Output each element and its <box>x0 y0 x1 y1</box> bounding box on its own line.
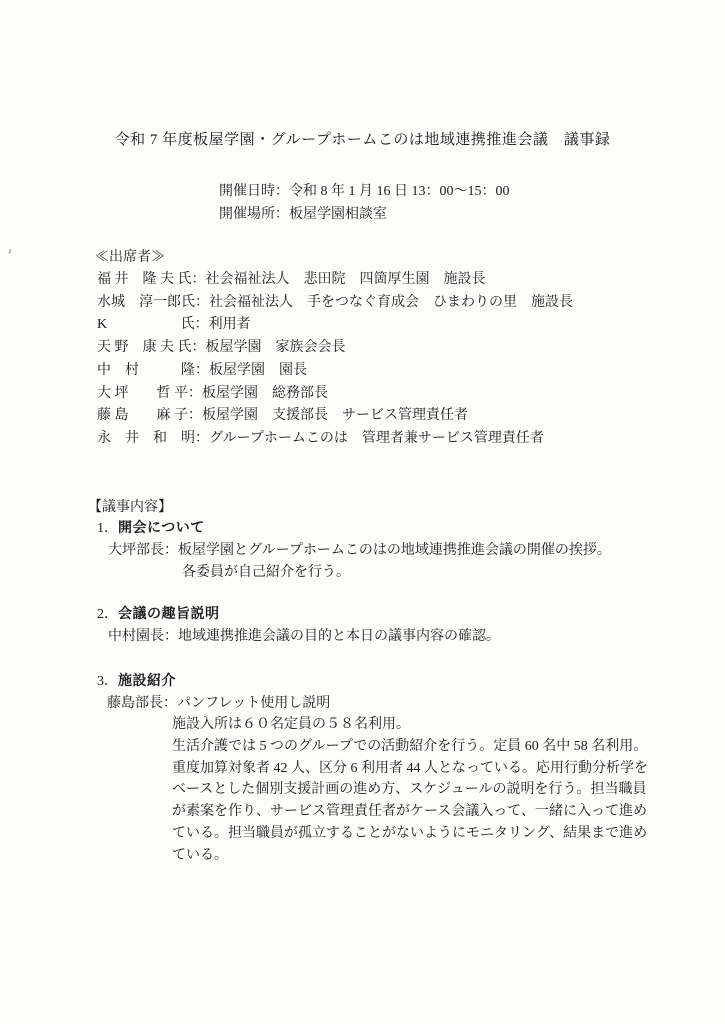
section-3-body-line: 施設入所は６０名定員の５８名利用。 <box>172 717 410 732</box>
agenda-heading: 【議事内容】 <box>88 500 172 515</box>
attendee-row: 福 井 隆 夫 氏：社会福祉法人 悲田院 四箇厚生園 施設長 <box>97 272 486 287</box>
section-1-continuation: 各委員が自己紹介を行う。 <box>182 565 350 580</box>
attendee-row: 永 井 和 明：グループホームこのは 管理者兼サービス管理責任者 <box>97 430 544 446</box>
attendee-row: 大 坪 哲 平：板屋学園 総務部長 <box>97 385 328 401</box>
meeting-location: 開催場所：板屋学園相談室 <box>219 207 387 222</box>
section-3-body-line: ている。担当職員が孤立することがないようにモニタリング、結果まで進め <box>172 825 648 841</box>
attendee-list <box>97 269 573 451</box>
section-1-number: 1． <box>97 521 118 536</box>
section-3-body <box>172 714 648 867</box>
attendees-heading: ≪出席者≫ <box>95 250 165 265</box>
section-1-label: 開会について <box>118 519 205 535</box>
attendee-row: 水城 淳一郎氏：社会福祉法人 手をつなぐ育成会 ひまわりの里 施設長 <box>97 294 573 310</box>
section-3-body-line: ている。 <box>172 847 228 863</box>
section-3-body-line: 重度加算対象者 42 人、区分 6 利用者 44 人となっている。応用行動分析学を <box>172 760 648 776</box>
section-1-speaker-line: 大坪部長：板屋学園とグループホームこのはの地域連携推進会議の開催の挨拶。 <box>108 543 611 558</box>
attendee-row: 中 村 隆：板屋学園 園長 <box>97 362 307 378</box>
section-3-body-line: が素案を作り、サービス管理責任者がケース会議入って、一緒に入って進め <box>172 804 648 820</box>
meeting-datetime: 開催日時：令和 8 年 1 月 16 日 13：00～15：00 <box>219 184 510 199</box>
section-3-label: 施設紹介 <box>118 672 176 688</box>
section-3-body-line: ベースとした個別支援計画の進め方、スケジュールの説明を行う。担当職員 <box>172 782 647 798</box>
section-3-speaker-line: 藤島部長：パンフレット使用し説明 <box>107 696 331 711</box>
section-3-title <box>97 670 176 690</box>
section-2-title <box>97 603 220 623</box>
section-3-number: 3． <box>97 674 118 689</box>
attendee-row: 天 野 康 夫 氏：板屋学園 家族会会長 <box>97 340 346 356</box>
attendee-row: K 氏：利用者 <box>97 317 251 333</box>
scan-speck-artifact <box>9 249 12 254</box>
section-2-speaker-line: 中村園長：地域連携推進会議の目的と本日の議事内容の確認。 <box>108 629 500 644</box>
document-title: 令和 7 年度板屋学園・グループホームこのは地域連携推進会議 議事録 <box>114 132 611 148</box>
section-3-body-line: 生活介護では 5 つのグループでの活動紹介を行う。定員 60 名中 58 名利用。 <box>172 738 648 754</box>
meta-block <box>219 180 510 226</box>
section-2-label: 会議の趣旨説明 <box>118 605 220 621</box>
section-2-number: 2． <box>97 607 118 622</box>
section-1-title <box>97 517 205 537</box>
attendee-row: 藤 島 麻 子：板屋学園 支援部長 サービス管理責任者 <box>97 408 468 424</box>
